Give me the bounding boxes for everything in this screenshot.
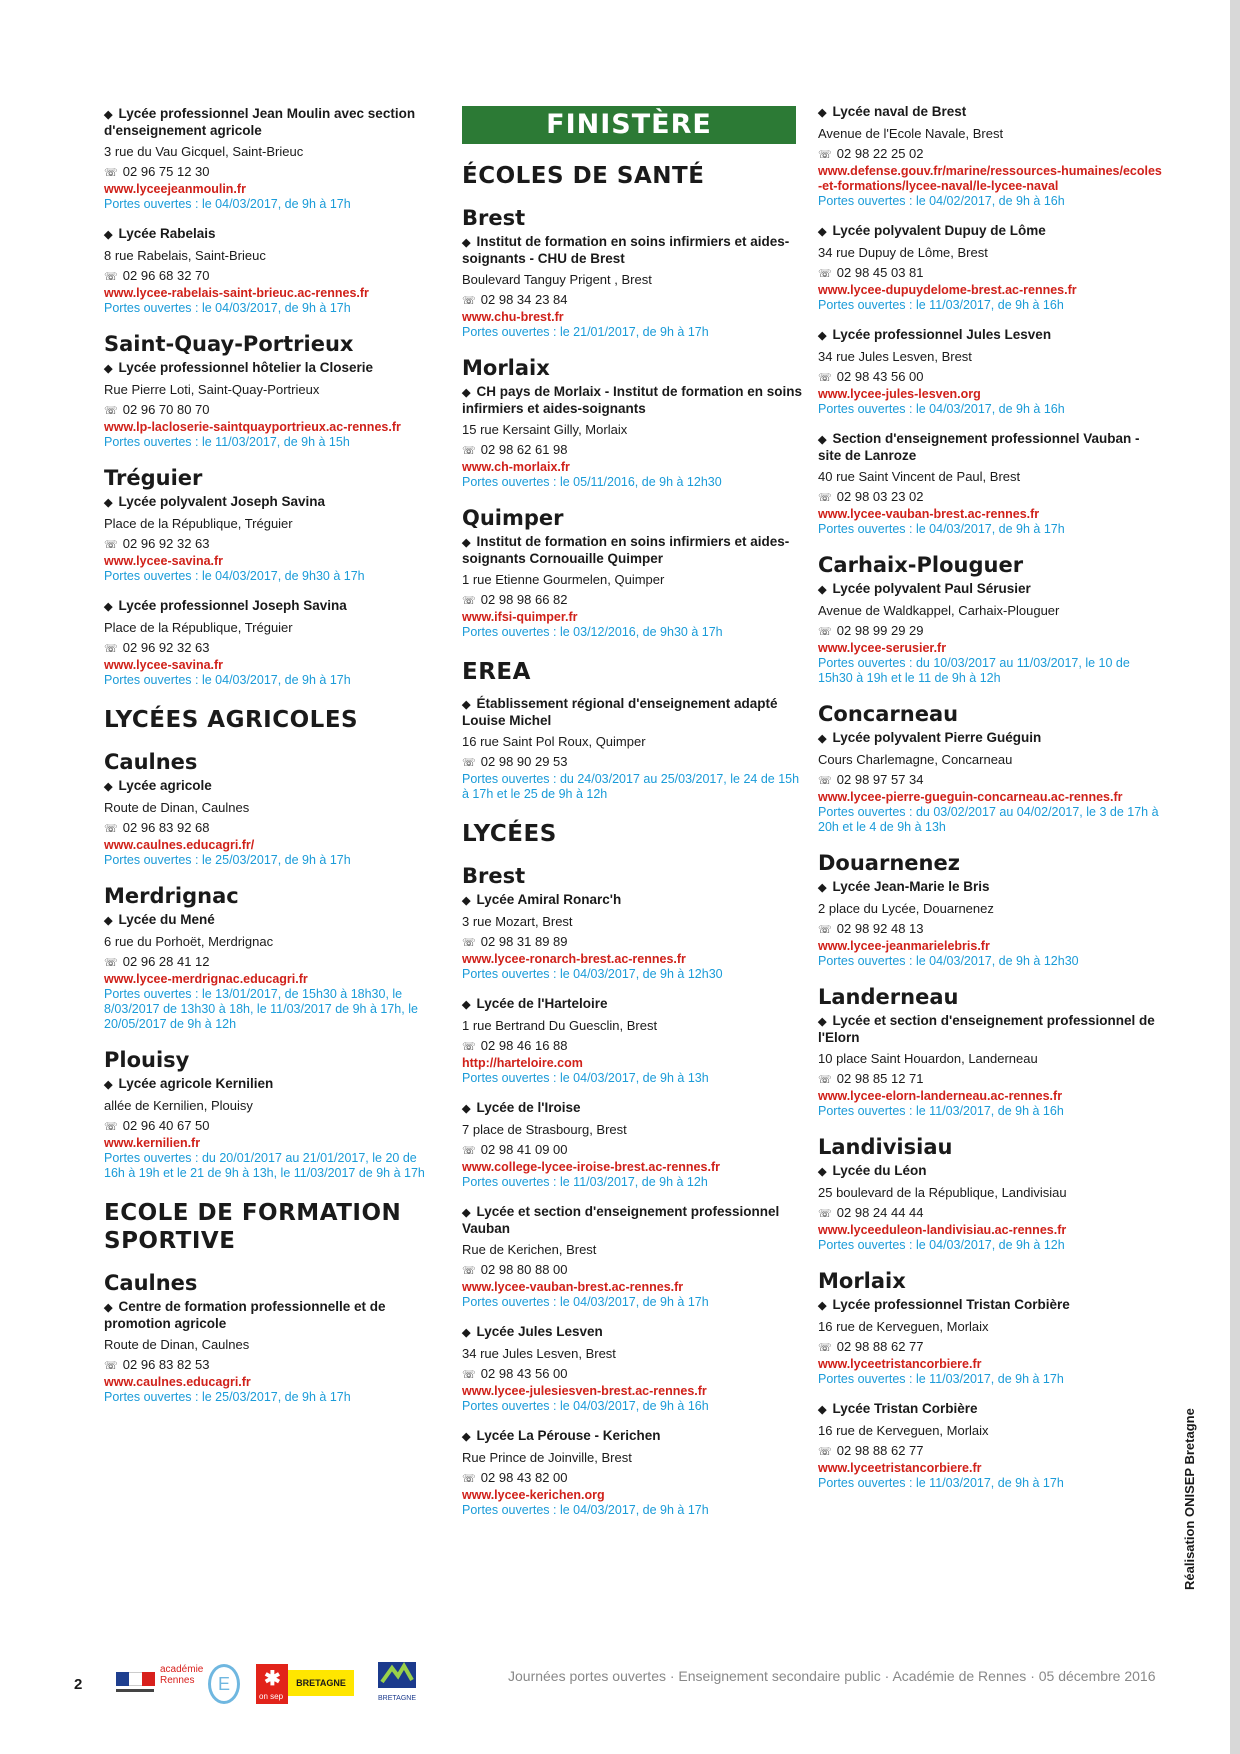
academie-rennes-logo	[160, 1664, 240, 1704]
phone-icon: ☏	[818, 268, 832, 280]
school-website-link[interactable]: www.lycee-jeanmarielebris.fr	[818, 939, 990, 953]
phone-icon: ☏	[462, 937, 476, 949]
phone-icon: ☏	[104, 957, 118, 969]
school-phone	[104, 535, 434, 554]
school-entry	[818, 1013, 1163, 1119]
open-days: Portes ouvertes : le 11/03/2017, de 9h à 15h	[104, 435, 350, 449]
school-name: ◆ Lycée Amiral Ronarc'h	[462, 892, 802, 909]
page-edge	[1230, 0, 1240, 1754]
phone-icon: ☏	[818, 626, 832, 638]
school-name: ◆ Centre de formation professionnelle et de promotion agricole	[104, 1299, 434, 1332]
school-website-link[interactable]: www.ch-morlaix.fr	[462, 460, 570, 474]
open-days: Portes ouvertes : le 25/03/2017, de 9h à 17h	[104, 853, 351, 867]
section-heading: ECOLE DE FORMATION SPORTIVE	[104, 1200, 402, 1254]
school-name: ◆ Lycée professionnel Jules Lesven	[818, 327, 1163, 344]
phone-icon: ☏	[818, 492, 832, 504]
phone-icon: ☏	[104, 823, 118, 835]
phone-icon: ☏	[104, 405, 118, 417]
open-days: Portes ouvertes : le 05/11/2016, de 9h à 12h30	[462, 475, 722, 489]
school-name: ◆ Institut de formation en soins infirmiers et aides-soignants Cornouaille Quimper	[462, 534, 802, 567]
phone-number: 02 96 70 80 70	[122, 402, 210, 417]
school-entry	[462, 1204, 802, 1310]
school-phone	[104, 953, 434, 972]
school-entry	[462, 996, 802, 1086]
open-days: Portes ouvertes : le 04/03/2017, de 9h à 17h	[462, 1503, 709, 1517]
phone-number: 02 96 75 12 30	[122, 164, 210, 179]
school-website-link[interactable]: www.lycee-elorn-landerneau.ac-rennes.fr	[818, 1089, 1063, 1103]
phone-number: 02 98 22 25 02	[836, 146, 924, 161]
phone-number: 02 96 68 32 70	[122, 268, 210, 283]
phone-icon: ☏	[462, 1473, 476, 1485]
phone-number: 02 98 34 23 84	[480, 292, 568, 307]
school-entry	[104, 598, 434, 688]
school-address: 15 rue Kersaint Gilly, Morlaix	[462, 422, 628, 437]
school-address: Place de la République, Tréguier	[104, 620, 293, 635]
open-days: Portes ouvertes : le 11/03/2017, de 9h à 16h	[818, 298, 1064, 312]
city-heading: Landivisiau	[818, 1135, 953, 1159]
school-address: 2 place du Lycée, Douarnenez	[818, 901, 994, 916]
school-name: ◆ Lycée agricole	[104, 778, 434, 795]
school-website-link[interactable]: www.kernilien.fr	[104, 1136, 201, 1150]
onisep-bretagne-logo	[256, 1664, 356, 1704]
school-address: 25 boulevard de la République, Landivisiau	[818, 1185, 1067, 1200]
school-phone	[462, 1469, 802, 1488]
phone-number: 02 96 83 82 53	[122, 1357, 210, 1372]
school-entry	[462, 534, 802, 640]
phone-number: 02 98 45 03 81	[836, 265, 924, 280]
phone-number: 02 98 41 09 00	[480, 1142, 568, 1157]
school-address: 40 rue Saint Vincent de Paul, Brest	[818, 469, 1021, 484]
open-days: Portes ouvertes : le 04/03/2017, de 9h à 16h	[462, 1399, 709, 1413]
school-name: ◆ Lycée polyvalent Paul Sérusier	[818, 581, 1163, 598]
phone-number: 02 98 97 57 34	[836, 772, 924, 787]
school-address: 6 rue du Porhoët, Merdrignac	[104, 934, 274, 949]
school-website-link[interactable]: www.lycee-ronarch-brest.ac-rennes.fr	[462, 952, 686, 966]
section-heading: ÉCOLES DE SANTÉ	[462, 163, 705, 189]
school-website-link[interactable]: www.defense.gouv.fr/marine/ressources-humaines/ecoles-et-formations/lycee-naval/le-lycee-naval	[818, 164, 1162, 193]
phone-number: 02 98 43 56 00	[480, 1366, 568, 1381]
phone-icon: ☏	[818, 924, 832, 936]
school-phone	[818, 771, 1163, 790]
school-name: ◆ CH pays de Morlaix - Institut de formation en soins infirmiers et aides-soignants	[462, 384, 802, 417]
school-phone	[462, 1261, 802, 1280]
column-2	[462, 106, 802, 1532]
school-phone	[818, 145, 1163, 164]
republique-francaise-logo	[116, 1672, 156, 1694]
school-name: ◆ Section d'enseignement professionnel Vauban - site de Lanroze	[818, 431, 1163, 464]
section-heading: LYCÉES	[462, 821, 557, 847]
city-heading: Concarneau	[818, 702, 959, 726]
phone-number: 02 98 24 44 44	[836, 1205, 924, 1220]
school-website-link[interactable]: www.chu-brest.fr	[462, 310, 564, 324]
school-address: 10 place Saint Houardon, Landerneau	[818, 1051, 1038, 1066]
phone-number: 02 98 99 29 29	[836, 623, 924, 638]
phone-icon: ☏	[818, 372, 832, 384]
city-heading: Saint-Quay-Portrieux	[104, 332, 354, 356]
region-banner: FINISTÈRE	[462, 106, 796, 144]
school-name: ◆ Lycée polyvalent Dupuy de Lôme	[818, 223, 1163, 240]
school-phone	[818, 1204, 1163, 1223]
phone-icon: ☏	[818, 1342, 832, 1354]
school-entry	[462, 1100, 802, 1190]
school-phone	[104, 1117, 434, 1136]
city-heading: Quimper	[462, 506, 564, 530]
credit-text: Réalisation ONISEP Bretagne	[1182, 1408, 1197, 1590]
city-heading: Morlaix	[462, 356, 550, 380]
school-entry	[462, 384, 802, 490]
school-name: ◆ Lycée professionnel Jean Moulin avec section d'enseignement agricole	[104, 106, 434, 139]
school-website-link[interactable]: www.caulnes.educagri.fr	[104, 1375, 251, 1389]
phone-number: 02 98 98 66 82	[480, 592, 568, 607]
open-days: Portes ouvertes : le 04/03/2017, de 9h à 17h	[104, 673, 351, 687]
school-entry	[818, 104, 1163, 209]
phone-number: 02 96 28 41 12	[122, 954, 210, 969]
column-1	[104, 106, 434, 1419]
school-address: 34 rue Dupuy de Lôme, Brest	[818, 245, 988, 260]
school-website-link[interactable]: www.lycee-jules-lesven.org	[818, 387, 981, 401]
school-address: 8 rue Rabelais, Saint-Brieuc	[104, 248, 266, 263]
school-website-link[interactable]: www.lycee-dupuydelome-brest.ac-rennes.fr	[818, 283, 1077, 297]
phone-icon: ☏	[104, 167, 118, 179]
school-entry	[818, 879, 1163, 969]
school-entry	[104, 106, 434, 212]
school-website-link[interactable]: www.lycee-serusier.fr	[818, 641, 947, 655]
phone-number: 02 96 83 92 68	[122, 820, 210, 835]
open-days: Portes ouvertes : du 24/03/2017 au 25/03/2017, le 24 de 15h à 17h et le 25 de 9h à 12h	[462, 772, 800, 801]
phone-icon: ☏	[818, 1074, 832, 1086]
open-days: Portes ouvertes : le 21/01/2017, de 9h à 17h	[462, 325, 709, 339]
school-address: 1 rue Etienne Gourmelen, Quimper	[462, 572, 665, 587]
phone-number: 02 98 85 12 71	[836, 1071, 924, 1086]
school-phone	[104, 401, 434, 420]
open-days: Portes ouvertes : le 04/03/2017, de 9h à 12h	[818, 1238, 1065, 1252]
phone-icon: ☏	[462, 757, 476, 769]
academie-logo-text: académie Rennes	[160, 1664, 204, 1686]
city-heading: Morlaix	[818, 1269, 906, 1293]
phone-icon: ☏	[462, 1369, 476, 1381]
phone-icon: ☏	[818, 1446, 832, 1458]
phone-icon: ☏	[462, 1041, 476, 1053]
school-website-link[interactable]: www.lp-lacloserie-saintquayportrieux.ac-rennes.fr	[104, 420, 401, 434]
city-heading: Carhaix-Plouguer	[818, 553, 1024, 577]
open-days: Portes ouvertes : le 11/03/2017, de 9h à 17h	[818, 1476, 1064, 1490]
school-address: 16 rue de Kerveguen, Morlaix	[818, 1319, 989, 1334]
school-entry	[104, 1299, 434, 1405]
school-website-link[interactable]: www.lycee-pierre-gueguin-concarneau.ac-rennes.fr	[818, 790, 1123, 804]
school-name: ◆ Lycée professionnel Joseph Savina	[104, 598, 434, 615]
phone-icon: ☏	[104, 1360, 118, 1372]
school-address: Avenue de l'Ecole Navale, Brest	[818, 126, 1004, 141]
school-website-link[interactable]: www.lycee-rabelais-saint-brieuc.ac-rennes.fr	[104, 286, 369, 300]
school-name: ◆ Lycée Jean-Marie le Bris	[818, 879, 1163, 896]
city-heading: Plouisy	[104, 1048, 190, 1072]
school-website-link[interactable]: www.caulnes.educagri.fr/	[104, 838, 255, 852]
school-website-link[interactable]: www.lyceejeanmoulin.fr	[104, 182, 246, 196]
school-address: 16 rue de Kerveguen, Morlaix	[818, 1423, 989, 1438]
school-phone	[104, 819, 434, 838]
school-phone	[104, 1356, 434, 1375]
school-name: ◆ Établissement régional d'enseignement adapté Louise Michel	[462, 696, 802, 729]
school-address: Rue Pierre Loti, Saint-Quay-Portrieux	[104, 382, 320, 397]
school-entry	[104, 226, 434, 316]
phone-icon: ☏	[818, 775, 832, 787]
school-entry	[104, 778, 434, 868]
school-website-link[interactable]: www.lycee-savina.fr	[104, 554, 224, 568]
school-address: Boulevard Tanguy Prigent , Brest	[462, 272, 652, 287]
phone-number: 02 98 03 23 02	[836, 489, 924, 504]
phone-number: 02 98 90 29 53	[480, 754, 568, 769]
phone-number: 02 98 43 82 00	[480, 1470, 568, 1485]
city-heading: Tréguier	[104, 466, 203, 490]
open-days: Portes ouvertes : le 04/03/2017, de 9h à 12h30	[462, 967, 723, 981]
school-entry	[462, 696, 802, 802]
school-website-link[interactable]: www.lycee-merdrignac.educagri.fr	[104, 972, 308, 986]
phone-number: 02 98 62 61 98	[480, 442, 568, 457]
region-bretagne-mark	[376, 1660, 418, 1690]
school-phone	[462, 933, 802, 952]
phone-icon: ☏	[104, 643, 118, 655]
school-address: Place de la République, Tréguier	[104, 516, 293, 531]
city-heading: Merdrignac	[104, 884, 239, 908]
school-address: 34 rue Jules Lesven, Brest	[462, 1346, 616, 1361]
school-name: ◆ Lycée Tristan Corbière	[818, 1401, 1163, 1418]
school-phone	[462, 753, 802, 772]
school-address: allée de Kernilien, Plouisy	[104, 1098, 253, 1113]
open-days: Portes ouvertes : le 04/03/2017, de 9h à 16h	[818, 402, 1065, 416]
school-name: ◆ Lycée agricole Kernilien	[104, 1076, 434, 1093]
school-entry	[818, 1297, 1163, 1387]
school-address: Route de Dinan, Caulnes	[104, 800, 250, 815]
school-phone	[104, 163, 434, 182]
school-address: 16 rue Saint Pol Roux, Quimper	[462, 734, 646, 749]
school-entry	[462, 892, 802, 982]
phone-icon: ☏	[462, 595, 476, 607]
school-name: ◆ Lycée Jules Lesven	[462, 1324, 802, 1341]
school-website-link[interactable]: www.lyceeduleon-landivisiau.ac-rennes.fr	[818, 1223, 1067, 1237]
school-name: ◆ Institut de formation en soins infirmiers et aides-soignants - CHU de Brest	[462, 234, 802, 267]
open-days: Portes ouvertes : le 04/03/2017, de 9h à 12h30	[818, 954, 1079, 968]
column-3	[818, 104, 1163, 1505]
school-address: Rue Prince de Joinville, Brest	[462, 1450, 632, 1465]
school-entry	[462, 1324, 802, 1414]
section-heading: EREA	[462, 659, 531, 685]
footer-text: Journées portes ouvertes · Enseignement secondaire public · Académie de Rennes · 05 décembre 2016	[508, 1668, 1156, 1684]
school-phone	[462, 441, 802, 460]
phone-icon: ☏	[104, 1121, 118, 1133]
open-days: Portes ouvertes : le 04/03/2017, de 9h à 17h	[462, 1295, 709, 1309]
school-entry	[104, 494, 434, 584]
school-phone	[462, 591, 802, 610]
school-phone	[818, 488, 1163, 507]
phone-number: 02 98 88 62 77	[836, 1339, 924, 1354]
open-days: Portes ouvertes : le 04/03/2017, de 9h30 à 17h	[104, 569, 365, 583]
city-heading: Caulnes	[104, 1271, 198, 1295]
phone-number: 02 98 31 89 89	[480, 934, 568, 949]
open-days: Portes ouvertes : du 10/03/2017 au 11/03/2017, le 10 de 15h30 à 19h et le 11 de 9h à 12h	[818, 656, 1130, 685]
city-heading: Douarnenez	[818, 851, 960, 875]
school-name: ◆ Lycée du Mené	[104, 912, 434, 929]
school-entry	[462, 1428, 802, 1518]
school-phone	[104, 267, 434, 286]
phone-number: 02 96 40 67 50	[122, 1118, 210, 1133]
city-heading: Brest	[462, 864, 526, 888]
school-name: ◆ Lycée polyvalent Joseph Savina	[104, 494, 434, 511]
onisep-sub-text: on sep	[259, 1692, 284, 1701]
open-days: Portes ouvertes : le 25/03/2017, de 9h à 17h	[104, 1390, 351, 1404]
open-days: Portes ouvertes : le 04/03/2017, de 9h à 17h	[818, 522, 1065, 536]
open-days: Portes ouvertes : le 04/03/2017, de 9h à 13h	[462, 1071, 709, 1085]
school-name: ◆ Lycée Rabelais	[104, 226, 434, 243]
school-address: 3 rue Mozart, Brest	[462, 914, 573, 929]
school-entry	[104, 912, 434, 1032]
phone-number: 02 96 92 32 63	[122, 536, 210, 551]
open-days: Portes ouvertes : le 11/03/2017, de 9h à 16h	[818, 1104, 1064, 1118]
open-days: Portes ouvertes : le 04/02/2017, de 9h à 16h	[818, 194, 1065, 208]
academie-e-mark: E	[208, 1664, 240, 1704]
school-phone	[818, 1070, 1163, 1089]
onisep-star-icon: ✱	[264, 1668, 281, 1690]
school-address: 7 place de Strasbourg, Brest	[462, 1122, 627, 1137]
school-website-link[interactable]: www.college-lycee-iroise-brest.ac-rennes.fr	[462, 1160, 720, 1174]
school-address: Route de Dinan, Caulnes	[104, 1337, 250, 1352]
school-website-link[interactable]: www.lyceetristancorbiere.fr	[818, 1461, 982, 1475]
school-name: ◆ Lycée professionnel Tristan Corbière	[818, 1297, 1163, 1314]
school-name: ◆ Lycée de l'Iroise	[462, 1100, 802, 1117]
school-name: ◆ Lycée et section d'enseignement professionnel de l'Elorn	[818, 1013, 1163, 1046]
phone-number: 02 98 46 16 88	[480, 1038, 568, 1053]
school-entry	[104, 360, 434, 450]
school-phone	[104, 639, 434, 658]
school-phone	[462, 1141, 802, 1160]
school-address: Rue de Kerichen, Brest	[462, 1242, 597, 1257]
open-days: Portes ouvertes : le 13/01/2017, de 15h30 à 18h30, le 8/03/2017 de 13h30 à 18h, le 11/03/2017 de 9h à 17h, le 20/05/2017 de 9h à 12h	[104, 987, 418, 1031]
school-name: ◆ Lycée naval de Brest	[818, 104, 1163, 121]
school-website-link[interactable]: www.lycee-vauban-brest.ac-rennes.fr	[462, 1280, 684, 1294]
school-name: ◆ Lycée de l'Harteloire	[462, 996, 802, 1013]
phone-number: 02 98 43 56 00	[836, 369, 924, 384]
school-entry	[818, 730, 1163, 835]
open-days: Portes ouvertes : le 11/03/2017, de 9h à 12h	[462, 1175, 708, 1189]
phone-icon: ☏	[104, 271, 118, 283]
school-website-link[interactable]: www.ifsi-quimper.fr	[462, 610, 578, 624]
open-days: Portes ouvertes : du 20/01/2017 au 21/01/2017, le 20 de 16h à 19h et le 21 de 9h à 13h, le 11/03/2017 de 9h à 17h	[104, 1151, 425, 1180]
school-name: ◆ Lycée du Léon	[818, 1163, 1163, 1180]
school-phone	[818, 1442, 1163, 1461]
school-entry	[818, 1401, 1163, 1491]
school-entry	[818, 431, 1163, 537]
city-heading: Caulnes	[104, 750, 198, 774]
school-name: ◆ Lycée polyvalent Pierre Guéguin	[818, 730, 1163, 747]
school-name: ◆ Lycée professionnel hôtelier la Closerie	[104, 360, 434, 377]
page-footer	[0, 1660, 1240, 1720]
school-website-link[interactable]: www.lycee-kerichen.org	[462, 1488, 605, 1502]
school-address: 1 rue Bertrand Du Guesclin, Brest	[462, 1018, 658, 1033]
phone-icon: ☏	[818, 149, 832, 161]
school-phone	[462, 1037, 802, 1056]
open-days: Portes ouvertes : le 04/03/2017, de 9h à 17h	[104, 301, 351, 315]
school-name: ◆ Lycée et section d'enseignement professionnel Vauban	[462, 1204, 802, 1237]
school-entry	[104, 1076, 434, 1181]
open-days: Portes ouvertes : le 11/03/2017, de 9h à 17h	[818, 1372, 1064, 1386]
phone-number: 02 98 80 88 00	[480, 1262, 568, 1277]
school-phone	[818, 920, 1163, 939]
school-entry	[462, 234, 802, 340]
city-heading: Brest	[462, 206, 526, 230]
region-logo-text: BRETAGNE	[378, 1695, 416, 1702]
phone-icon: ☏	[462, 445, 476, 457]
school-entry	[818, 327, 1163, 417]
school-website-link[interactable]: http://harteloire.com	[462, 1056, 583, 1070]
phone-number: 02 96 92 32 63	[122, 640, 210, 655]
phone-icon: ☏	[462, 1145, 476, 1157]
school-address: 3 rue du Vau Gicquel, Saint-Brieuc	[104, 144, 304, 159]
phone-icon: ☏	[104, 539, 118, 551]
school-phone	[818, 1338, 1163, 1357]
school-website-link[interactable]: www.lyceetristancorbiere.fr	[818, 1357, 982, 1371]
school-phone	[818, 622, 1163, 641]
onisep-logo-text: BRETAGNE	[288, 1670, 354, 1696]
region-bretagne-logo	[376, 1660, 418, 1702]
school-name: ◆ Lycée La Pérouse - Kerichen	[462, 1428, 802, 1445]
school-address: Avenue de Waldkappel, Carhaix-Plouguer	[818, 603, 1060, 618]
school-address: Cours Charlemagne, Concarneau	[818, 752, 1013, 767]
page-number: 2	[74, 1676, 83, 1693]
phone-icon: ☏	[462, 295, 476, 307]
open-days: Portes ouvertes : le 03/12/2016, de 9h30 à 17h	[462, 625, 723, 639]
phone-icon: ☏	[462, 1265, 476, 1277]
open-days: Portes ouvertes : le 04/03/2017, de 9h à 17h	[104, 197, 351, 211]
section-heading: LYCÉES AGRICOLES	[104, 707, 359, 733]
phone-number: 02 98 92 48 13	[836, 921, 924, 936]
school-phone	[818, 368, 1163, 387]
school-entry	[818, 581, 1163, 686]
city-heading: Landerneau	[818, 985, 959, 1009]
phone-icon: ☏	[818, 1208, 832, 1220]
school-website-link[interactable]: www.lycee-julesiesven-brest.ac-rennes.fr	[462, 1384, 707, 1398]
school-website-link[interactable]: www.lycee-vauban-brest.ac-rennes.fr	[818, 507, 1040, 521]
school-phone	[462, 291, 802, 310]
school-address: 34 rue Jules Lesven, Brest	[818, 349, 972, 364]
school-phone	[818, 264, 1163, 283]
school-entry	[818, 1163, 1163, 1253]
school-entry	[818, 223, 1163, 313]
school-phone	[462, 1365, 802, 1384]
open-days: Portes ouvertes : du 03/02/2017 au 04/02/2017, le 3 de 17h à 20h et le 4 de 9h à 13h	[818, 805, 1159, 834]
phone-number: 02 98 88 62 77	[836, 1443, 924, 1458]
school-website-link[interactable]: www.lycee-savina.fr	[104, 658, 224, 672]
